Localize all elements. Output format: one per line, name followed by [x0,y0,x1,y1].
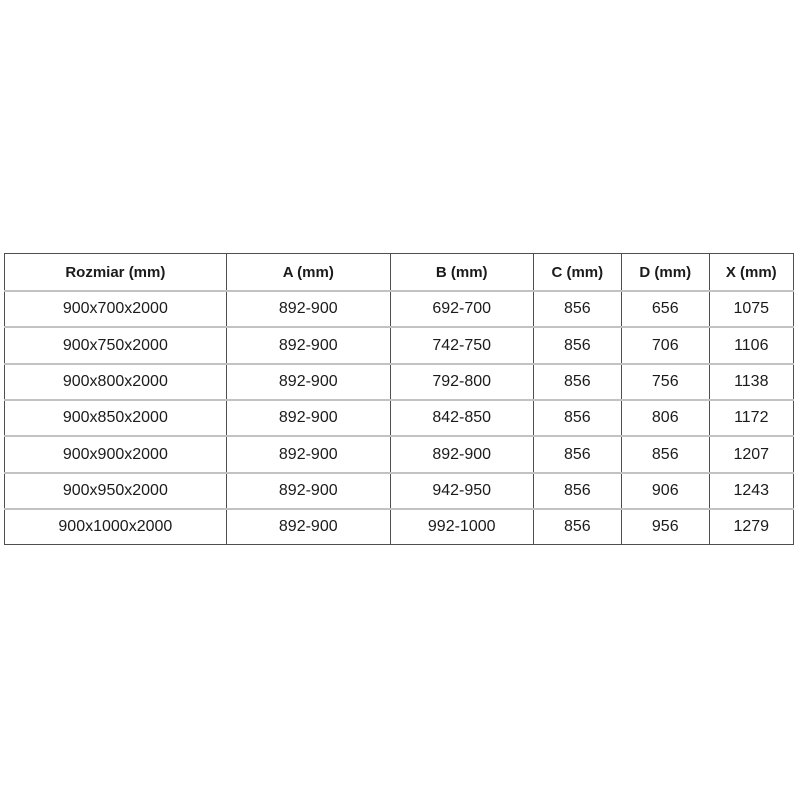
cell-rozmiar: 900x1000x2000 [5,509,227,544]
cell-c: 856 [533,509,621,544]
cell-d: 906 [621,473,709,509]
cell-x: 1207 [709,436,793,472]
cell-rozmiar: 900x900x2000 [5,436,227,472]
cell-x: 1106 [709,327,793,363]
cell-b: 742-750 [390,327,533,363]
column-header-c: C (mm) [533,254,621,292]
cell-rozmiar: 900x700x2000 [5,291,227,327]
cell-rozmiar: 900x800x2000 [5,364,227,400]
cell-b: 992-1000 [390,509,533,544]
table-row [5,364,794,400]
cell-a: 892-900 [226,509,390,544]
cell-x: 1138 [709,364,793,400]
cell-a: 892-900 [226,327,390,363]
cell-b: 842-850 [390,400,533,436]
header-row [5,254,794,292]
cell-b: 692-700 [390,291,533,327]
table-row [5,436,794,472]
table-row [5,509,794,544]
cell-a: 892-900 [226,473,390,509]
cell-c: 856 [533,436,621,472]
column-header-d: D (mm) [621,254,709,292]
column-header-a: A (mm) [226,254,390,292]
cell-d: 756 [621,364,709,400]
cell-x: 1075 [709,291,793,327]
cell-d: 656 [621,291,709,327]
cell-a: 892-900 [226,291,390,327]
cell-d: 806 [621,400,709,436]
cell-rozmiar: 900x950x2000 [5,473,227,509]
cell-c: 856 [533,327,621,363]
cell-rozmiar: 900x750x2000 [5,327,227,363]
size-spec-table [4,253,794,545]
cell-c: 856 [533,400,621,436]
cell-d: 706 [621,327,709,363]
cell-c: 856 [533,473,621,509]
cell-d: 956 [621,509,709,544]
table-row [5,400,794,436]
table-row [5,291,794,327]
cell-x: 1279 [709,509,793,544]
cell-x: 1172 [709,400,793,436]
cell-b: 942-950 [390,473,533,509]
cell-a: 892-900 [226,364,390,400]
cell-d: 856 [621,436,709,472]
table-row [5,473,794,509]
cell-b: 792-800 [390,364,533,400]
cell-b: 892-900 [390,436,533,472]
cell-a: 892-900 [226,400,390,436]
column-header-rozmiar: Rozmiar (mm) [5,254,227,292]
table-row [5,327,794,363]
column-header-b: B (mm) [390,254,533,292]
cell-c: 856 [533,364,621,400]
cell-x: 1243 [709,473,793,509]
column-header-x: X (mm) [709,254,793,292]
cell-rozmiar: 900x850x2000 [5,400,227,436]
cell-a: 892-900 [226,436,390,472]
cell-c: 856 [533,291,621,327]
